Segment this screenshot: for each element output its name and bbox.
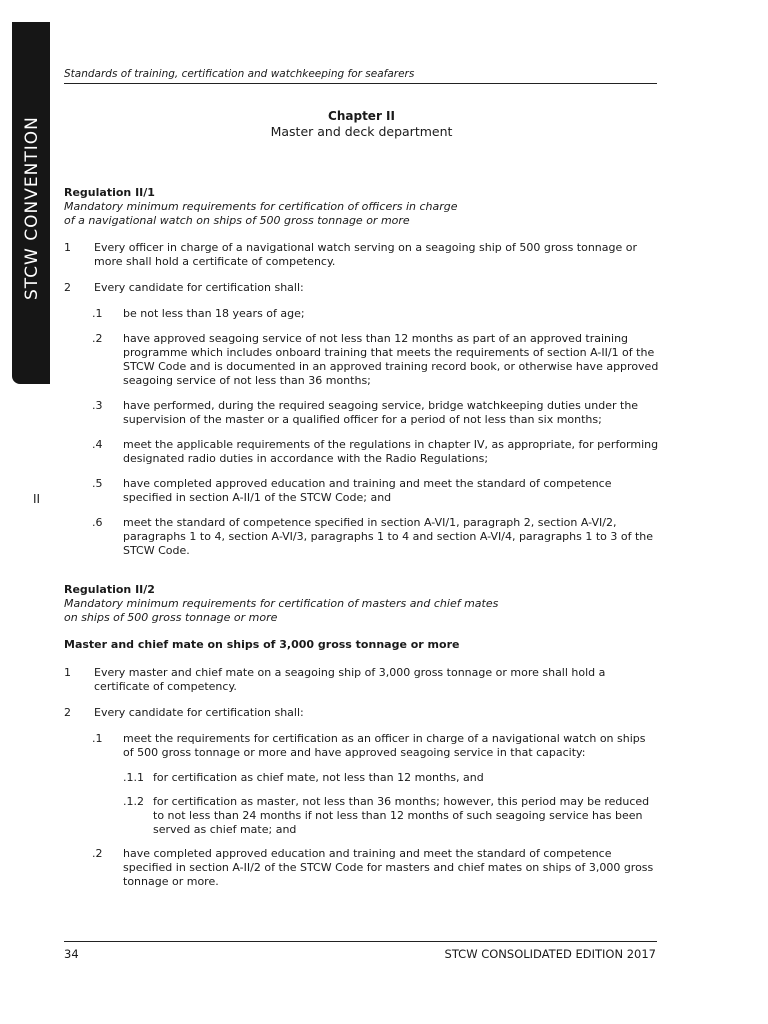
item-text: have completed approved education and training and meet the standard of competence specified in section A-II/1 of the STCW Code; and (123, 477, 612, 504)
regulation-description-line: of a navigational watch on ships of 500 gross tonnage or more (64, 214, 410, 227)
item-number: .6 (92, 516, 103, 529)
regulation-description-line: on ships of 500 gross tonnage or more (64, 611, 278, 624)
edition-label: STCW CONSOLIDATED EDITION 2017 (444, 947, 656, 961)
page-content (64, 109, 659, 900)
chapter-margin-mark: II (33, 492, 41, 506)
paragraph (64, 706, 659, 720)
paragraph (64, 666, 659, 694)
sub-item (123, 771, 659, 785)
sub-item-text: for certification as chief mate, not less than 12 months, and (153, 771, 484, 784)
list-item (92, 399, 659, 427)
sub-item-text: for certification as master, not less than 36 months; however, this period may be reduced to not less than 24 months if not less than 12 months of such seagoing service has been served as chief mate; and (153, 795, 650, 836)
list-item (92, 847, 659, 889)
regulation-description (64, 200, 659, 228)
item-text: meet the applicable requirements of the regulations in chapter IV, as appropriate, for performing designated radio duties in accordance with the Radio Regulations; (123, 438, 659, 465)
paragraph-number: 2 (64, 706, 71, 719)
paragraph-number: 1 (64, 241, 71, 254)
item-text: have completed approved education and training and meet the standard of competence specified in section A-II/2 of the STCW Code for masters and chief mates on ships of 3,000 gross tonnage or more. (123, 847, 654, 888)
running-head: Standards of training, certification and watchkeeping for seafarers (64, 68, 657, 84)
item-text: have approved seagoing service of not less than 12 months as part of an approved training programme which includes onboard training that meets the requirements of section A-II/1 of the STCW Code and is documented in an approved training record book, or otherwise have approved seagoing service of not less than 36 months; (123, 332, 659, 387)
sub-item (123, 795, 659, 837)
chapter-number: Chapter II (328, 109, 395, 123)
sub-item-number: .1.1 (123, 771, 144, 784)
list-item (92, 332, 659, 388)
paragraph-text: Every candidate for certification shall: (94, 706, 304, 719)
item-number: .3 (92, 399, 103, 412)
list-item (92, 516, 659, 558)
section-gap (64, 569, 659, 583)
regulation-description-line: Mandatory minimum requirements for certification of masters and chief mates (64, 597, 499, 610)
list-item (92, 732, 659, 760)
item-number: .1 (92, 732, 103, 745)
list-item (92, 477, 659, 505)
item-number: .4 (92, 438, 103, 451)
paragraph-text: Every officer in charge of a navigational watch serving on a seagoing ship of 500 gross tonnage or more shall hold a certificate of competency. (94, 241, 638, 268)
paragraph-text: Every master and chief mate on a seagoing ship of 3,000 gross tonnage or more shall hold a certificate of competency. (94, 666, 606, 693)
regulation-heading: Regulation II/1 (64, 186, 155, 199)
paragraph-number: 2 (64, 281, 71, 294)
item-text: be not less than 18 years of age; (123, 307, 305, 320)
regulation-description-line: Mandatory minimum requirements for certification of officers in charge (64, 200, 458, 213)
section-subheading: Master and chief mate on ships of 3,000 gross tonnage or more (64, 638, 460, 651)
paragraph-text: Every candidate for certification shall: (94, 281, 304, 294)
item-number: .2 (92, 847, 103, 860)
item-text: meet the standard of competence specified in section A-VI/1, paragraph 2, section A-VI/2, paragraphs 1 to 4, section A-VI/3, paragraphs 1 to 4 and section A-VI/4, paragraphs 1 to 3 of the STCW Code. (123, 516, 654, 557)
regulation-heading: Regulation II/2 (64, 583, 155, 596)
regulation-description (64, 597, 659, 625)
paragraph (64, 281, 659, 295)
footer-rule (64, 941, 657, 942)
item-number: .2 (92, 332, 103, 345)
list-item (92, 438, 659, 466)
sub-item-number: .1.2 (123, 795, 144, 808)
paragraph-number: 1 (64, 666, 71, 679)
list-item (92, 307, 659, 321)
item-text: have performed, during the required seagoing service, bridge watchkeeping duties under the supervision of the master or a qualified officer for a period of not less than six months; (123, 399, 639, 426)
item-number: .5 (92, 477, 103, 490)
page-number: 34 (64, 947, 79, 961)
paragraph (64, 241, 659, 269)
item-text: meet the requirements for certification as an officer in charge of a navigational watch on ships of 500 gross tonnage or more and have approved seagoing service in that capacity: (123, 732, 646, 759)
chapter-title: Master and deck department (270, 124, 453, 139)
side-tab-label: STCW CONVENTION (22, 116, 42, 300)
item-number: .1 (92, 307, 103, 320)
